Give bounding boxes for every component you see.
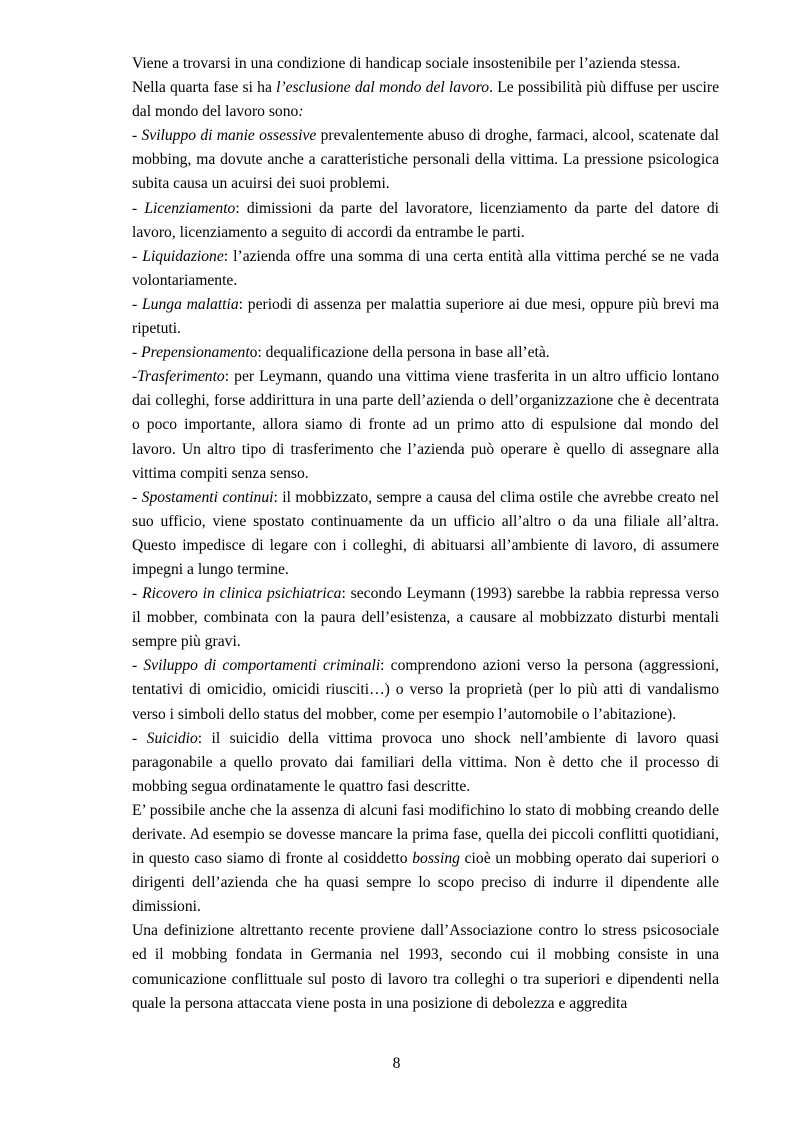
italic-text: Prepensionament [141,344,250,362]
text-run: : secondo Leymann (1993) sarebbe la rabbia repressa verso il mobber, combinata con la paura dell’esistenza, a causare al mobbizzato disturbi mentali sempre più gravi. [132,585,719,651]
text-run: - [132,247,143,265]
italic-text: Spostamenti continui [141,488,274,506]
paragraph [132,124,719,196]
text-run: Nella quarta fase si ha [132,79,277,97]
text-run: - [132,127,142,145]
paragraph [132,245,719,293]
text-run: - [132,729,147,747]
paragraph [132,293,719,341]
italic-text: Liquidazione [142,247,224,265]
text-run: : il suicidio della vittima provoca uno shock nell’ambiente di lavoro quasi paragonabile a quello provato dai familiari della vittima. Non è detto che il processo di mobbing segua ordinatamente le quattro fasi descritte. [132,729,720,795]
text-run: Una definizione altrettanto recente proviene dall’Associazione contro lo stress psicosociale ed il mobbing fondata in Germania nel 1993, secondo cui il mobbing consiste in una comunicazione conflittuale sul posto di lavoro tra colleghi o tra superiori e dipendenti nella quale la persona attaccata viene posta in una posizione di debolezza e aggredita [132,922,719,1012]
paragraph [132,582,719,654]
text-run: . Le possibilità più diffuse per uscire dal mondo del lavoro sono [132,79,720,121]
page-body [132,52,719,1016]
text-run: : il mobbizzato, sempre a causa del clima ostile che avrebbe creato nel suo ufficio, viene spostato continuamente da un ufficio all’altro o da una filiale all’altra. Questo impedisce di legare con i colleghi, di abituarsi all’ambiente di lavoro, di assumere impegni a lungo termine. [132,488,719,578]
page-number: 8 [392,1055,401,1072]
italic-text: Lunga malattia [142,295,239,313]
italic-text: l’esclusione dal mondo del lavoro [276,79,490,97]
paragraph [132,654,719,726]
paragraph [132,76,719,124]
text-run: cioè un mobbing operato dai superiori o dirigenti dell’azienda che ha quasi sempre lo scopo preciso di indurre il dipendente alle dimissioni. [132,850,719,916]
italic-text: Ricovero in clinica psichiatrica [142,585,342,603]
italic-text: Sviluppo di comportamenti criminali [143,657,381,675]
text-run: E’ possibile anche che la assenza di alcuni fasi modifichino lo stato di mobbing creando delle derivate. Ad esempio se dovesse mancare la prima fase, quella dei piccoli conflitti quotidiani, in questo caso siamo di fronte al cosiddetto [132,801,719,868]
text-run: : comprendono azioni verso la persona (aggressioni, tentativi di omicidio, omicidi riusciti…) o verso la proprietà (per lo più atti di vandalismo verso i simboli dello status del mobber, come per esempio l’automobile o l’abitazione). [132,657,719,723]
paragraph [132,197,719,245]
paragraph [132,919,719,1015]
text-run: - [132,199,145,217]
text-run: - [132,488,142,506]
italic-text: Suicidio [146,729,198,747]
text-run: - [132,295,142,313]
text-run: o: dequalificazione della persona in base all’età. [249,344,550,362]
text-run: - [132,344,142,362]
text-run: Viene a trovarsi in una condizione di handicap sociale insostenibile per l’azienda stessa. [132,55,681,72]
italic-text: bossing [412,850,460,868]
italic-text: Trasferimento [137,368,225,386]
text-run: : dimissioni da parte del lavoratore, licenziamento da parte del datore di lavoro, licenziamento a seguito di accordi da entrambe le parti. [132,199,719,241]
paragraph [132,799,719,919]
paragraph [132,486,719,582]
paragraph [132,341,719,365]
italic-text: Sviluppo di manie ossessive [141,127,317,145]
text-run: - [132,657,144,675]
italic-text: Licenziamento [144,199,236,217]
italic-text: : [298,103,304,121]
paragraph [132,365,719,485]
text-run: : l’azienda offre una somma di una certa entità alla vittima perché se ne vada volontariamente. [132,247,720,289]
text-run: - [132,585,143,603]
text-run: : periodi di assenza per malattia superiore ai due mesi, oppure più brevi ma ripetuti. [132,295,719,338]
text-run: : per Leymann, quando una vittima viene trasferita in un altro ufficio lontano dai colleghi, forse addirittura in una parte dell’azienda o dell’organizzazione che è decentrata o poco importante, allora siamo di fronte ad un primo atto di espulsione dal mondo del lavoro. Un altro tipo di trasferimento che l’azienda può operare è quello di assegnare alla vittima compiti senza senso. [132,368,719,482]
paragraph [132,727,719,799]
text-run: - [132,368,138,386]
paragraph [132,52,719,76]
text-run: prevalentemente abuso di droghe, farmaci, alcool, scatenate dal mobbing, ma dovute anche a caratteristiche personali della vittima. La pressione psicologica subita causa un acuirsi dei suoi problemi. [132,127,720,193]
